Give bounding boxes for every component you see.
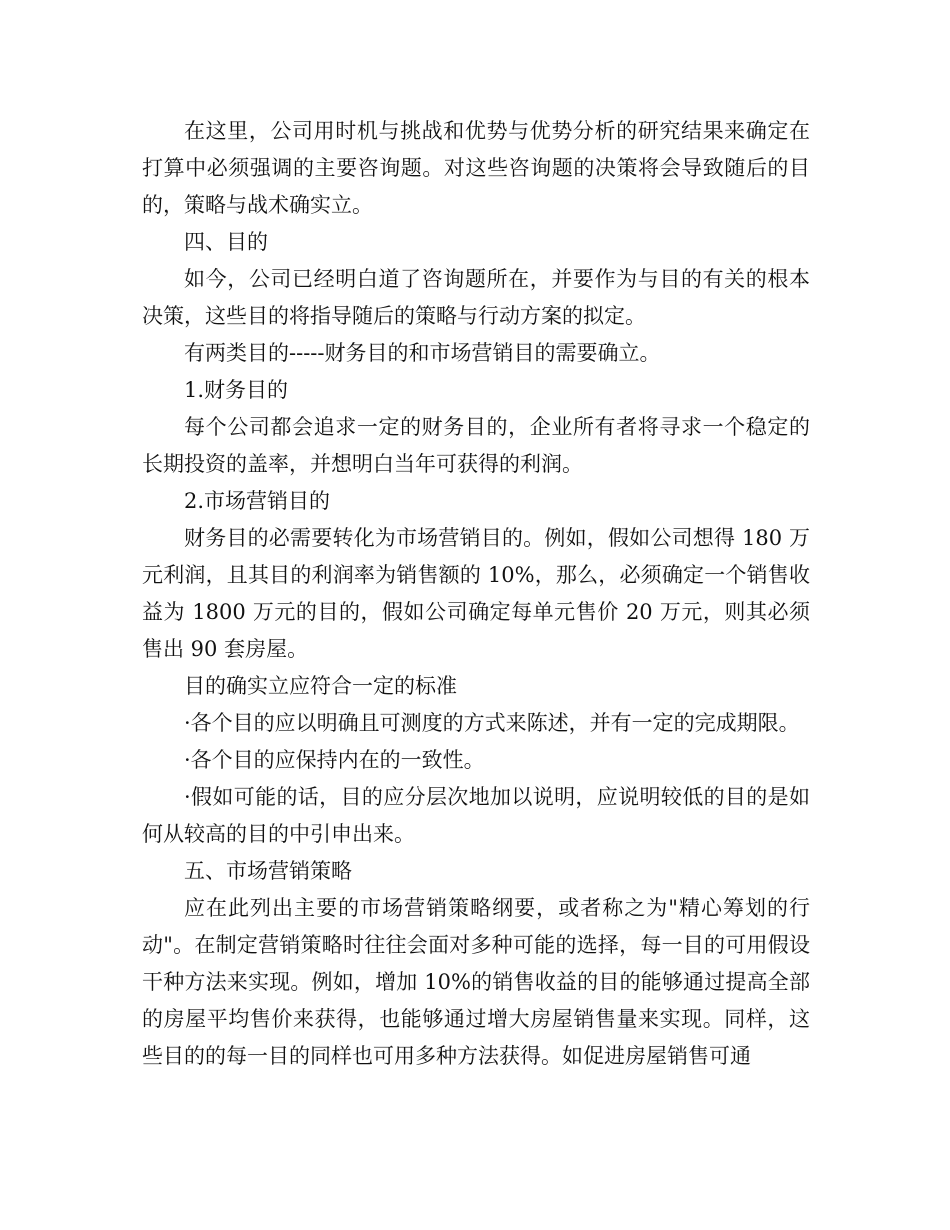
paragraph-marketing-strategy: 应在此列出主要的市场营销策略纲要，或者称之为"精心筹划的行动"。在制定营销策略时往往会面对多种可能的选择，每一目的可用假设干种方法来实现。例如，增加 10%的销售收益的目的能够通过提高全部的房屋平均售价来获得，也能够通过增大房屋销售量来实现。同样，这些目的的每一目的同样也可用多种方法获得。如促进房屋销售可通 (142, 896, 810, 1068)
bullet-item: ·假如可能的话，目的应分层次地加以说明，应说明较低的目的是如何从较高的目的中引申出来。 (142, 785, 810, 846)
document-body (142, 113, 810, 1075)
paragraph-two-types: 有两类目的-----财务目的和市场营销目的需要确立。 (184, 341, 661, 365)
paragraph-intro: 在这里，公司用时机与挑战和优势与优势分析的研究结果来确定在打算中必须强调的主要咨询题。对这些咨询题的决策将会导致随后的目的，策略与战术确实立。 (142, 119, 810, 217)
section-heading-objectives: 四、目的 (184, 230, 268, 254)
section-heading-marketing-strategy: 五、市场营销策略 (184, 859, 352, 883)
bullet-item: ·各个目的应保持内在的一致性。 (184, 748, 485, 772)
paragraph-standards: 目的确实立应符合一定的标准 (184, 674, 457, 698)
paragraph-objectives-intro: 如今，公司已经明白道了咨询题所在，并要作为与目的有关的根本决策，这些目的将指导随后的策略与行动方案的拟定。 (142, 267, 810, 328)
subheading-marketing-objectives: 2.市场营销目的 (184, 489, 331, 513)
paragraph-financial-objectives: 每个公司都会追求一定的财务目的，企业所有者将寻求一个稳定的长期投资的盖率，并想明白当年可获得的利润。 (142, 415, 810, 476)
bullet-item: ·各个目的应以明确且可测度的方式来陈述，并有一定的完成期限。 (184, 711, 800, 735)
subheading-financial-objectives: 1.财务目的 (184, 378, 289, 402)
paragraph-marketing-objectives: 财务目的必需要转化为市场营销目的。例如，假如公司想得 180 万元利润，且其目的利润率为销售额的 10%，那么，必须确定一个销售收益为 1800 万元的目的，假如公司确定每单元售价 20 万元，则其必须售出 90 套房屋。 (142, 526, 810, 661)
